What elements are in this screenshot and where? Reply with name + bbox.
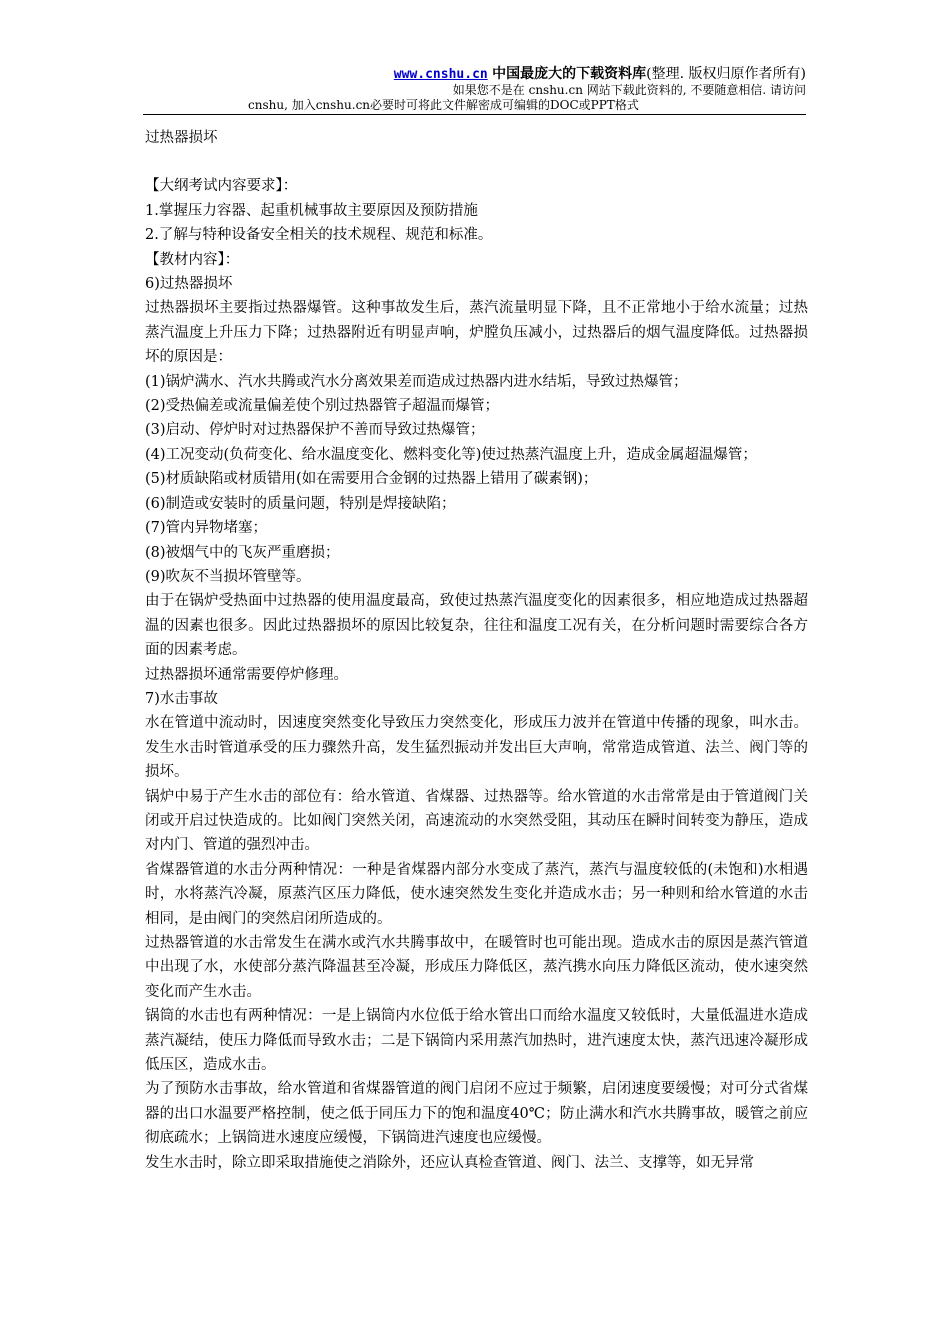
document-title: 过热器损坏 bbox=[145, 130, 218, 146]
paragraph: 锅筒的水击也有两种情况：一是上锅筒内水位低于给水管出口而给水温度又较低时，大量低温进水造成蒸汽凝结，使压力降低而导致水击；二是下锅筒内采用蒸汽加热时，进汽速度太快，蒸汽迅速冷凝形成低压区，造成水击。 bbox=[145, 1008, 808, 1074]
paragraph: 过热器管道的水击常发生在满水或汽水共腾事故中，在暖管时也可能出现。造成水击的原因是蒸汽管道中出现了水，水使部分蒸汽降温甚至冷凝，形成压力降低区，蒸汽携水向压力降低区流动，使水速突然变化而产生水击。 bbox=[145, 935, 808, 1000]
paragraph: 水在管道中流动时，因速度突然变化导致压力突然变化，形成压力波并在管道中传播的现象，叫水击。发生水击时管道承受的压力骤然升高，发生猛烈振动并发出巨大声响，常常造成管道、法兰、阀门等的损坏。 bbox=[145, 715, 808, 781]
site-note: (整理. 版权归原作者所有) bbox=[646, 66, 806, 82]
site-link[interactable]: www.cnshu.cn bbox=[393, 67, 488, 82]
header-line-2: 如果您不是在 cnshu.cn 网站下载此资料的, 不要随意相信. 请访问 bbox=[452, 83, 806, 97]
list-item: (6)制造或安装时的质量问题，特别是焊接缺陷； bbox=[145, 495, 456, 512]
list-item: (2)受热偏差或流量偏差使个别过热器管子超温而爆管； bbox=[145, 398, 500, 415]
paragraph: 2.了解与特种设备安全相关的技术规程、规范和标准。 bbox=[145, 227, 493, 244]
list-item: (1)锅炉满水、汽水共腾或汽水分离效果差而造成过热器内进水结垢，导致过热爆管； bbox=[145, 373, 688, 390]
header-divider bbox=[143, 114, 806, 115]
paragraph: 1.掌握压力容器、起重机械事故主要原因及预防措施 bbox=[145, 202, 478, 219]
list-item: (4)工况变动(负荷变化、给水温度变化、燃料变化等)使过热蒸汽温度上升，造成金属超温爆管； bbox=[145, 446, 757, 463]
document-body bbox=[145, 126, 808, 1175]
header-line-3: cnshu, 加入cnshu.cn必要时可将此文件解密成可编辑的DOC或PPT格式 bbox=[248, 98, 639, 112]
paragraph: 过热器损坏主要指过热器爆管。这种事故发生后，蒸汽流量明显下降，且不正常地小于给水流量；过热蒸汽温度上升压力下降；过热器附近有明显声响，炉膛负压减小，过热器后的烟气温度降低。过热器损坏的原因是： bbox=[145, 300, 808, 366]
paragraph: 【大纲考试内容要求】： bbox=[145, 178, 298, 195]
list-item: (5)材质缺陷或材质错用(如在需要用合金钢的过热器上错用了碳素钢)； bbox=[145, 471, 598, 488]
paragraph: 过热器损坏通常需要停炉修理。 bbox=[145, 666, 348, 683]
header-line-1 bbox=[143, 66, 806, 83]
list-item: (9)吹灰不当损坏管壁等。 bbox=[145, 568, 311, 585]
paragraph: 由于在锅炉受热面中过热器的使用温度最高，致使过热蒸汽温度变化的因素很多，相应地造成过热器超温的因素也很多。因此过热器损坏的原因比较复杂，往往和温度工况有关，在分析问题时需要综合各方面的因素考虑。 bbox=[145, 593, 808, 659]
paragraph: 为了预防水击事故，给水管道和省煤器管道的阀门启闭不应过于频繁，启闭速度要缓慢；对可分式省煤器的出口水温要严格控制，使之低于同压力下的饱和温度40℃；防止满水和汽水共腾事故，暖管之前应彻底疏水；上锅筒进水速度应缓慢，下锅筒进汽速度也应缓慢。 bbox=[145, 1081, 808, 1147]
paragraph: 发生水击时，除立即采取措施使之消除外，还应认真检查管道、阀门、法兰、支撑等，如无异常 bbox=[145, 1154, 754, 1171]
paragraph: 省煤器管道的水击分两种情况：一种是省煤器内部分水变成了蒸汽，蒸汽与温度较低的(未饱和)水相遇时，水将蒸汽冷凝，原蒸汽区压力降低，使水速突然发生变化并造成水击；另一种则和给水管道的水击相同，是由阀门的突然启闭所造成的。 bbox=[145, 861, 808, 927]
list-item: (7)管内异物堵塞； bbox=[145, 520, 268, 537]
section-heading: 6)过热器损坏 bbox=[145, 276, 233, 293]
site-title: 中国最庞大的下载资料库 bbox=[492, 66, 647, 82]
page-header bbox=[143, 66, 806, 113]
list-item: (8)被烟气中的飞灰严重磨损； bbox=[145, 544, 340, 561]
section-heading: 7)水击事故 bbox=[145, 690, 218, 707]
list-item: (3)启动、停炉时对过热器保护不善而导致过热爆管； bbox=[145, 422, 485, 439]
paragraph: 锅炉中易于产生水击的部位有：给水管道、省煤器、过热器等。给水管道的水击常常是由于管道阀门关闭或开启过快造成的。比如阀门突然关闭，高速流动的水突然受阻，其动压在瞬时间转变为静压，造成对内门、管道的强烈冲击。 bbox=[145, 788, 808, 854]
paragraph: 【教材内容】： bbox=[145, 251, 240, 268]
